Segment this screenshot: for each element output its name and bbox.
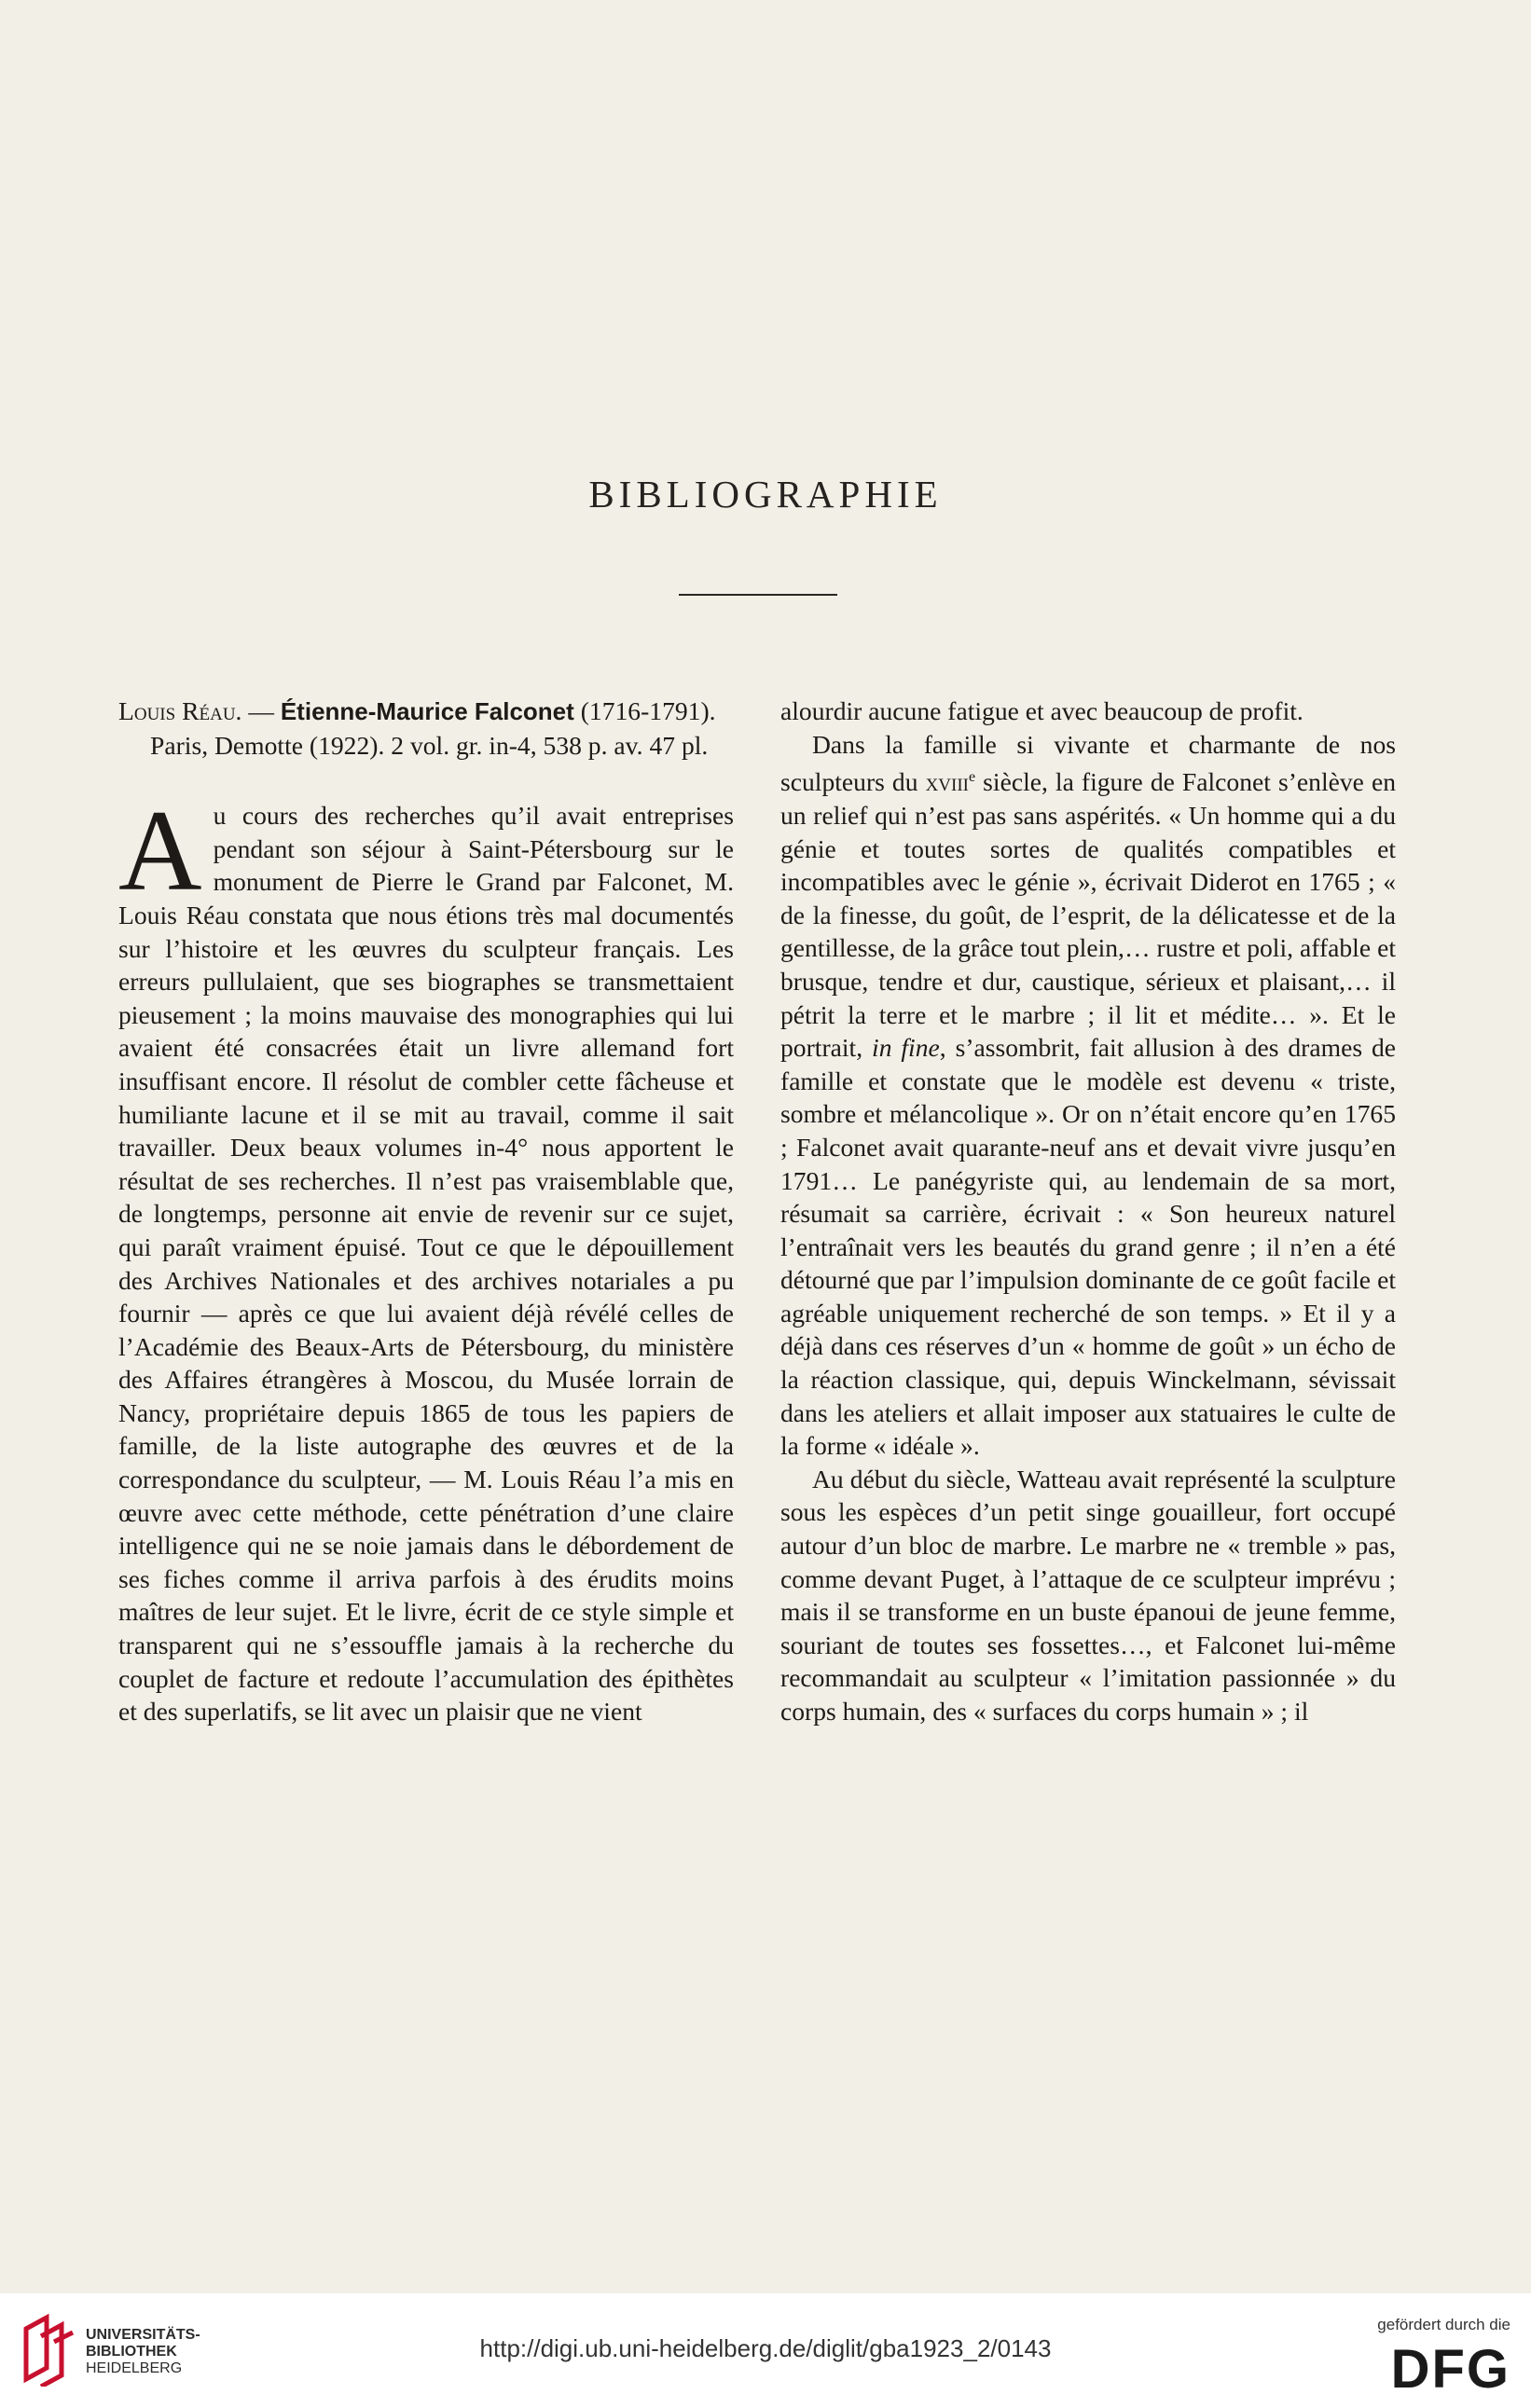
paragraph-1-text: u cours des recherches qu’il avait entreprises pendant son séjour à Saint-Pétersbourg sur le monument de Pierre le Grand par Falconet, M. Louis Réau constata que nous étions très mal documentés sur l’histoire et les œuvres du sculpteur français. Les erreurs pullulaient, que ses biographes se transmettaient pieusement ; la moins mauvaise des monographies qui lui avaient été consacrées était un livre allemand fort insuffisant encore. Il résolut de combler cette fâcheuse et humiliante lacune et il se mit au travail, comme il sait travailler. Deux beaux volumes in-4° nous apportent le résultat de ses recherches. Il n’est pas vraisemblable que, de longtemps, personne ait envie de revenir sur ce sujet, qui paraît vraiment épuisé. Tout ce que le dépouillement des Archives Nationales et des archives notariales a pu fournir — après ce que lui avaient déjà révélé celles de l’Académie des Beaux-Arts de Pétersbourg, du ministère des Affaires étrangères à Moscou, du Musée lorrain de Nancy, propriétaire depuis 1865 de tous les papiers de famille, de la liste autographe des œuvres et de la correspondance du sculpteur, — M. Louis Réau l’a mis en œuvre avec cette méthode, cette pénétration d’une claire intelligence qui ne se noie jamais dans le débordement de ses fiches comme il arriva parfois à des érudits moins maîtres de leur sujet. Et le livre, écrit de ce style simple et transparent qui ne s’essouffle jamais à la recherche du couplet de facture et redoute l’accumulation des épithètes et des superlatifs, se lit avec un plaisir que ne vient [118, 801, 734, 1727]
library-line-2: BIBLIOTHEK [86, 2344, 177, 2360]
century-superscript: e [969, 769, 976, 786]
paragraph-3: Au début du siècle, Watteau avait représenté la sculpture sous les espèces d’un petit singe gouailleur, fort occupé autour d’un bloc de marbre. Le marbre ne « tremble » pas, comme devant Puget, à l’attaque de ce sculpteur imprévu ; mais il se transforme en un buste épanoui de jeune femme, souriant de toutes ses fossettes…, et Falconet lui-même recommandait au sculpteur « l’imitation passionnée » du corps humain, des « surfaces du corps humain » ; il [780, 1464, 1396, 1726]
review-reference [118, 695, 734, 762]
italic-in-fine: in fine [872, 1033, 940, 1063]
paragraph-2-part-b: , s’assombrit, fait allusion à des drames de famille et constate que le modèle est devenu « triste, sombre et mélancolique ». Or on n’était encore qu’en 1765 ; Falconet avait quarante-neuf ans et devait vivre jusqu’en 1791… Le panégyriste qui, au lendemain de sa mort, résumait sa carrière, écrivait : « Son heureux naturel l’entraînait vers les beautés du grand genre ; il n’en a été détourné que par l’impulsion dominante de ce goût facile et agréable uniquement recherché de son temps. » Et il y a déjà dans ces réserves d’un « homme de goût » un écho de la réaction classique, qui, depuis Winckelmann, sévissait dans les ateliers et allait imposer aux statuaires le culte de la forme « idéale ». [780, 1033, 1397, 1461]
drop-cap: A [118, 787, 202, 915]
paragraph-2-part-a: siècle, la figure de Falconet s’enlève en un relief qui n’est pas sans aspérités. « Un homme qui a du génie et toutes sortes de qualités compatibles et incompatibles avec le génie », écrivait Diderot en 1765 ; « de la finesse, du goût, de l’esprit, de la délicatesse et de la gentillesse, de la grâce tout plein,… rustre et poli, affable et brusque, tendre et dur, caustique, sérieux et plaisant,… il pétrit la terre et le marbre ; il lit et médite… ». Et le portrait, [780, 767, 1396, 1063]
library-line-3: HEIDELBERG [86, 2360, 183, 2376]
review-details: (1716-1791). Paris, Demotte (1922). 2 vol. gr. in-4, 538 p. av. 47 pl. [150, 696, 716, 760]
review-author: Louis Réau. [118, 696, 242, 725]
paragraph-2 [780, 728, 1396, 1463]
library-line-1: UNIVERSITÄTS- [86, 2327, 200, 2343]
review-dash: — [241, 696, 281, 725]
paragraph-1 [118, 787, 734, 1728]
review-work-title: Étienne-Maurice Falconet [280, 697, 574, 725]
permalink-url[interactable]: http://digi.ub.uni-heidelberg.de/diglit/gba1923_2/0143 [479, 2334, 1052, 2362]
left-column [118, 695, 734, 1728]
paragraph-2-start: Dans la famille si vivante et charmante de nos sculpteurs du [780, 729, 1396, 797]
dfg-logo[interactable]: DFG [1390, 2339, 1510, 2400]
funding-label: gefördert durch die [1377, 2316, 1510, 2333]
page-title: BIBLIOGRAPHIE [588, 473, 943, 516]
title-divider [679, 594, 837, 596]
century-numeral: xviii [925, 767, 970, 797]
viewer-footer [0, 2293, 1531, 2408]
paragraph-continuation: alourdir aucune fatigue et avec beaucoup de profit. [780, 696, 1303, 725]
right-column [780, 695, 1396, 1728]
